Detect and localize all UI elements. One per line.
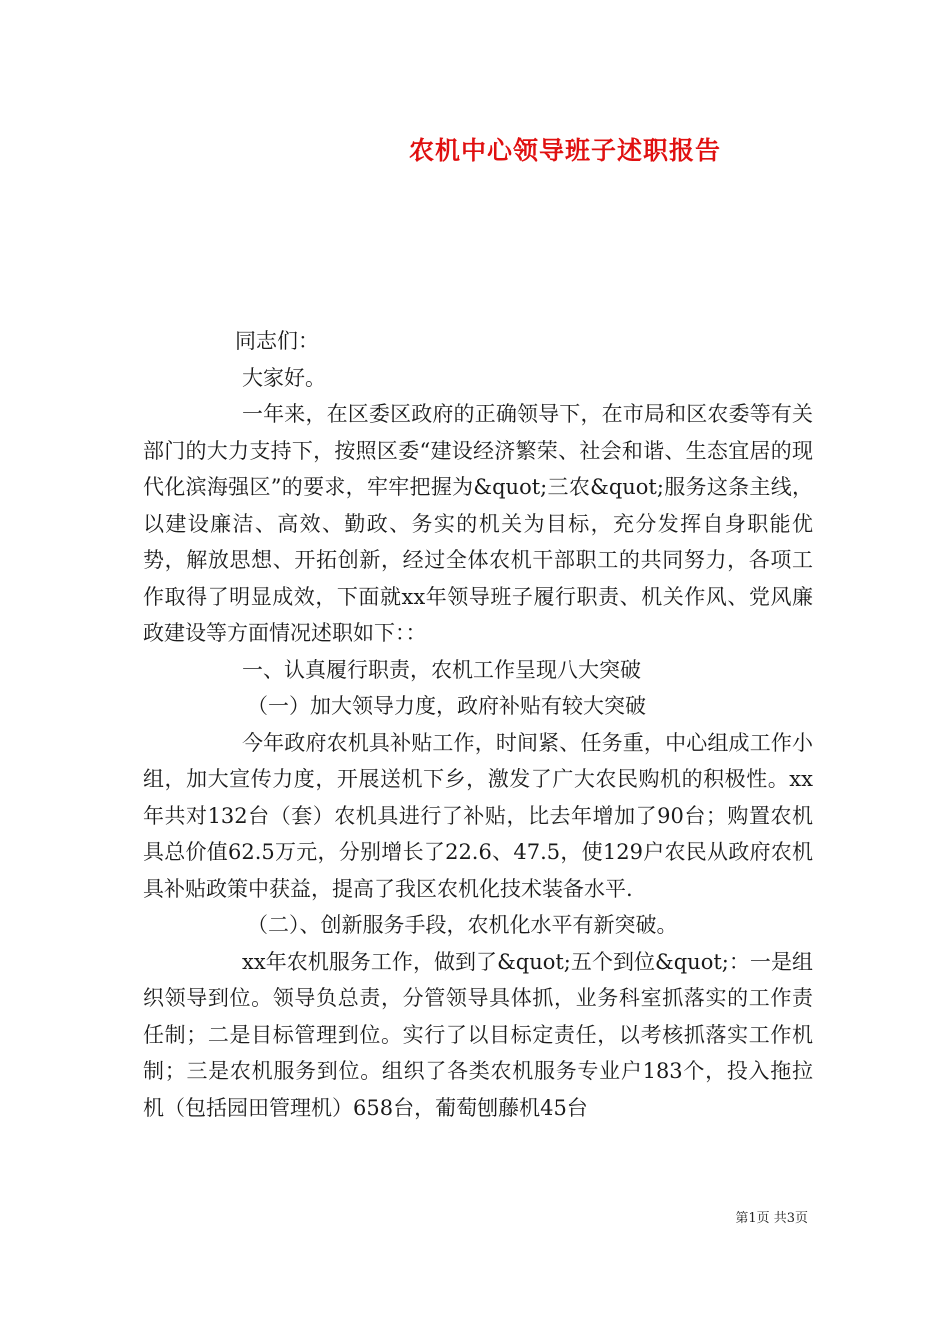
paragraph-subsidy: 今年政府农机具补贴工作，时间紧、任务重，中心组成工作小组，加大宣传力度，开展送机下乡，激发了广大农民购机的积极性。xx年共对132台（套）农机具进行了补贴，比去年增加了90台；购置农机具总价值62.5万元，分别增长了22.6、47.5，使129户农民从政府农机具补贴政策中获益，提高了我区农机化技术装备水平. [143,730,813,901]
salutation: 同志们： [235,329,319,353]
paragraph-intro: 一年来，在区委区政府的正确领导下，在市局和区农委等有关部门的大力支持下，按照区委“建设经济繁荣、社会和谐、生态宜居的现代化滨海强区”的要求，牢牢把握为&quot;三农&quot;服务这条主线，以建设廉洁、高效、勤政、务实的机关为目标，充分发挥自身职能优势，解放思想、开拓创新，经过全体农机干部职工的共同努力，各项工作取得了明显成效，下面就xx年领导班子履行职责、机关作风、党风廉政建设等方面情况述职如下：： [143,402,813,645]
paragraph-service: xx年农机服务工作，做到了&quot;五个到位&quot;：一是组织领导到位。领导负总责，分管领导具体抓，业务科室抓落实的工作责任制；二是目标管理到位。实行了以目标定责任，以考核抓落实工作机制；三是农机服务到位。组织了各类农机服务专业户183个，投入拖拉机（包括园田管理机）658台，葡萄刨藤机45台 [143,949,813,1120]
subsection-heading-1: （一）加大领导力度，政府补贴有较大突破 [247,694,646,718]
section-heading-1: 一、认真履行职责，农机工作呈现八大突破 [242,657,641,682]
document-title: 农机中心领导班子述职报告 [408,136,721,165]
greeting: 大家好。 [242,365,326,390]
subsection-heading-2: （二）、创新服务手段，农机化水平有新突破。 [247,913,678,937]
page-number: 第1页 共3页 [735,1211,808,1226]
document-body [143,323,813,1126]
